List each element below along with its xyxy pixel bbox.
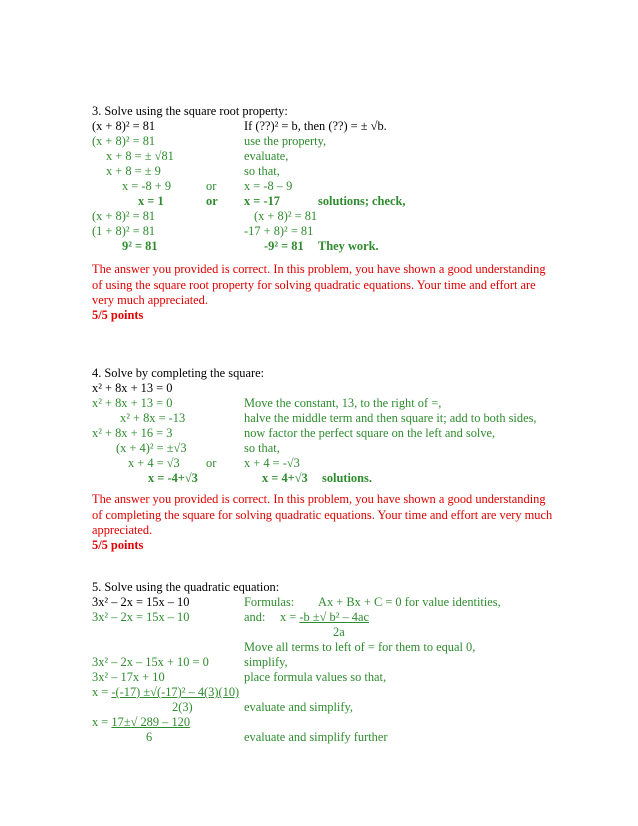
p4-l4-right: so that, <box>244 441 280 455</box>
p4-l0: x² + 8x + 13 = 0 <box>92 381 173 395</box>
p3-l7-left: (x + 8)² = 81 <box>92 209 156 223</box>
p3-l6-left: x = 1 <box>138 194 164 208</box>
p4-l6-left: x = -4+√3 <box>148 471 198 485</box>
p5-l5-denominator: 2(3) <box>172 700 193 714</box>
p4-l3-right: now factor the perfect square on the left and solve, <box>244 426 496 440</box>
p3-l7-right: (x + 8)² = 81 <box>254 209 318 223</box>
p3-l2-right: use the property, <box>244 134 327 148</box>
p5-l4-left: 3x² – 17x + 10 <box>92 670 165 684</box>
p5-l0-formula: Ax + Bx + C = 0 for value identities, <box>318 595 501 609</box>
p5-l1-and: and: <box>244 610 266 624</box>
p4-l3-left: x² + 8x + 16 = 3 <box>92 426 173 440</box>
p3-l4-left: x + 8 = ± 9 <box>106 164 161 178</box>
p5-l1-denominator: 2a <box>333 625 345 639</box>
p5-l1-x <box>280 610 369 625</box>
p5-title: 5. Solve using the quadratic equation: <box>92 580 280 594</box>
p3-l5-right: x = -8 – 9 <box>244 179 293 193</box>
p4-l4-left: (x + 4)² = ±√3 <box>116 441 187 455</box>
p4-l2-right: halve the middle term and then square it; add to both sides, <box>244 411 537 425</box>
p4-l5-right: x + 4 = -√3 <box>244 456 300 470</box>
p3-points: 5/5 points <box>92 308 144 322</box>
p3-l6-or: or <box>206 194 218 208</box>
p3-l9-left: 9² = 81 <box>122 239 158 253</box>
p4-points: 5/5 points <box>92 538 144 552</box>
p3-feedback: The answer you provided is correct. In this problem, you have shown a good understanding of using the square root property for solving quadratic equations. Your time and effort are very much appreciated. <box>92 262 546 307</box>
p3-l8-right: -17 + 8)² = 81 <box>244 224 314 238</box>
p5-l5-x <box>92 685 239 700</box>
p3-l9-note: They work. <box>318 239 379 253</box>
p5-l1-left: 3x² – 2x = 15x – 10 <box>92 610 190 624</box>
p5-l6-x-label: x = <box>92 715 112 729</box>
p3-l6-note: solutions; check, <box>318 194 406 208</box>
p5-l5-numerator: -(-17) ±√(-17)² – 4(3)(10) <box>111 685 240 699</box>
p4-feedback: The answer you provided is correct. In this problem, you have shown a good understanding of completing the square for solving quadratic equations. Your time and effort are very much appreciated. <box>92 492 553 537</box>
p5-l3-right: simplify, <box>244 655 288 669</box>
p4-title: 4. Solve by completing the square: <box>92 366 265 380</box>
p4-l6-right: x = 4+√3 <box>262 471 308 485</box>
p5-l6-numerator: 17±√ 289 – 120 <box>111 715 191 729</box>
p5-l1-numerator: -b ±√ b² – 4ac <box>299 610 370 624</box>
p3-l1-left: (x + 8)² = 81 <box>92 119 156 133</box>
p5-l6-x <box>92 715 190 730</box>
p5-l1-x-label: x = <box>280 610 300 624</box>
p5-l6-denominator: 6 <box>146 730 153 744</box>
p4-l2-left: x² + 8x = -13 <box>120 411 186 425</box>
p3-l4-right: so that, <box>244 164 280 178</box>
p3-l9-right: -9² = 81 <box>264 239 304 253</box>
p3-l8-left: (1 + 8)² = 81 <box>92 224 156 238</box>
p5-l2-right: Move all terms to left of = for them to equal 0, <box>244 640 476 654</box>
p4-l6-note: solutions. <box>322 471 372 485</box>
p5-l0-right: Formulas: <box>244 595 295 609</box>
p3-l5-left: x = -8 + 9 <box>122 179 172 193</box>
p5-l6-right: evaluate and simplify further <box>244 730 388 744</box>
p4-l5-left: x + 4 = √3 <box>128 456 180 470</box>
p3-l6-right: x = -17 <box>244 194 280 208</box>
p5-l5-x-label: x = <box>92 685 112 699</box>
p5-l5-right: evaluate and simplify, <box>244 700 353 714</box>
p4-l1-right: Move the constant, 13, to the right of =, <box>244 396 442 410</box>
p4-l5-or: or <box>206 456 217 470</box>
p5-l3-left: 3x² – 2x – 15x + 10 = 0 <box>92 655 209 669</box>
p3-l1-right: If (??)² = b, then (??) = ± √b. <box>244 119 387 133</box>
p5-l4-right: place formula values so that, <box>244 670 387 684</box>
p5-l0-left: 3x² – 2x = 15x – 10 <box>92 595 190 609</box>
p3-l3-left: x + 8 = ± √81 <box>106 149 174 163</box>
p3-l3-right: evaluate, <box>244 149 289 163</box>
p3-l5-or: or <box>206 179 217 193</box>
p4-l1-left: x² + 8x + 13 = 0 <box>92 396 173 410</box>
p3-l2-left: (x + 8)² = 81 <box>92 134 156 148</box>
p3-title: 3. Solve using the square root property: <box>92 104 288 118</box>
